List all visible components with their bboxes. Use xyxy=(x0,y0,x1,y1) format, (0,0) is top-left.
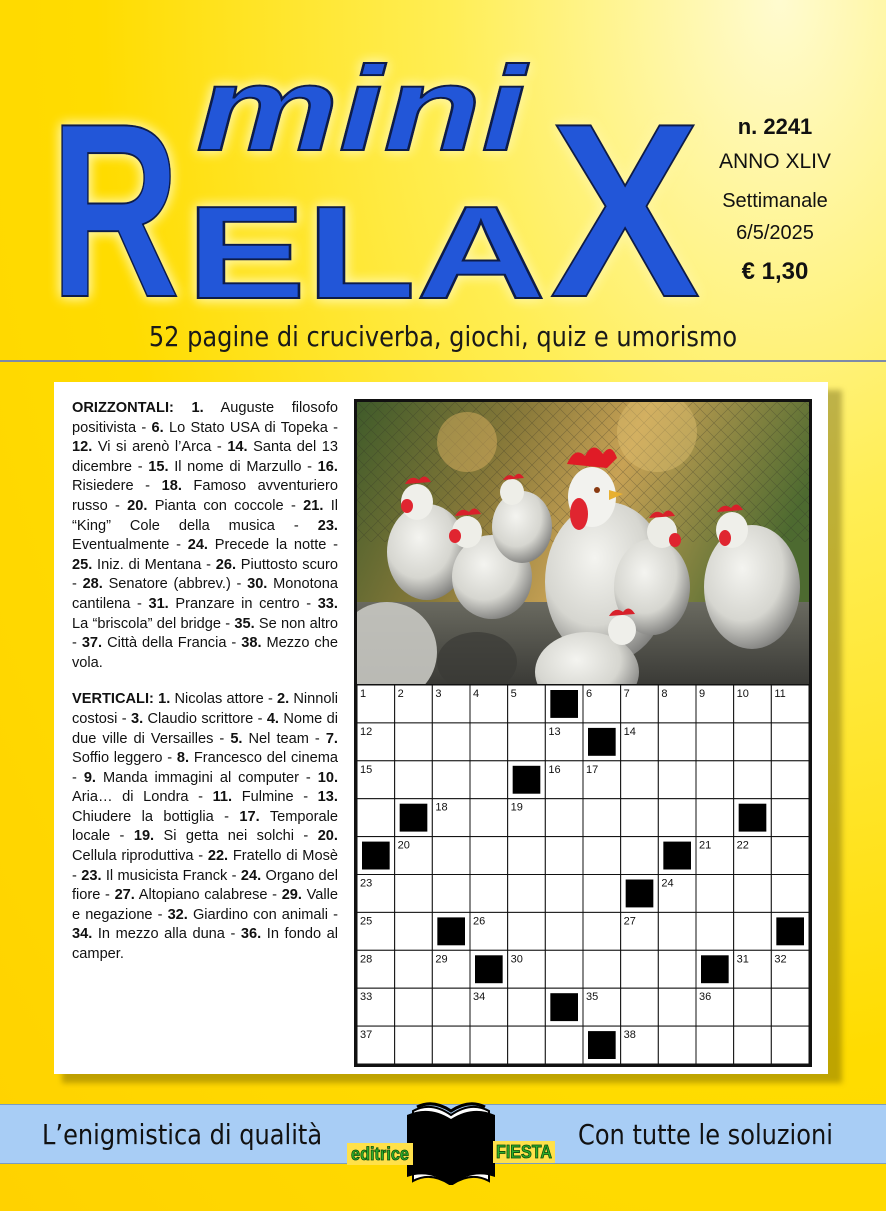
down-clue xyxy=(208,848,338,864)
cell-number: 22 xyxy=(736,839,749,852)
black-square xyxy=(550,993,578,1021)
grid-cell[interactable] xyxy=(583,875,621,913)
cell-number: 26 xyxy=(473,915,486,928)
chickens-illustration xyxy=(357,402,809,685)
grid-cell[interactable] xyxy=(432,837,470,875)
cell-number: 29 xyxy=(435,953,448,966)
tagline: 52 pagine di cruciverba, giochi, quiz e umorismo xyxy=(148,320,738,353)
grid-cell[interactable] xyxy=(734,723,772,761)
clue-number: 31. xyxy=(148,595,169,612)
black-square xyxy=(437,917,465,945)
clue-number: 20. xyxy=(317,828,338,845)
clue-text: Giardino con animali xyxy=(192,906,329,923)
across-list: 1. Auguste filosofo positivista - 6. Lo Stato USA di Topeka - 12. Vi si arenò l’Arca - 14. Santa del 13 dicembre - 15. Il nome di Marzullo - 16. Risiedere - 18. Famoso avventuriero russo - 20. Pianta con coccole - 21. Il “King” Cole della musica - 23. Eventualmente - 24. Precede la notte - 25. Iniz. di Mentana - 26. Piuttosto scuro - 28. Senatore (abbrev.) - 30. Monotona cantilena - 31. Pranzare in centro - 33. La “briscola” del bridge - 35. Se non altro - 37. Città della Francia - 38. Mezzo che vola. xyxy=(72,400,338,671)
cell-number: 6 xyxy=(586,688,593,700)
clue-number: 6. xyxy=(151,419,164,436)
clue-text: Il nome di Marzullo xyxy=(174,458,302,475)
clue-number: 25. xyxy=(72,556,93,573)
clue-text: Fratello di Mosè xyxy=(232,848,338,865)
clue-text: Ninnoli costosi xyxy=(72,691,338,727)
divider xyxy=(0,360,886,362)
clue-number: 21. xyxy=(303,497,324,514)
cell-number: 3 xyxy=(435,688,442,700)
cell-number: 19 xyxy=(510,801,523,814)
grid-cell[interactable] xyxy=(508,837,546,875)
grid-cell[interactable] xyxy=(432,988,470,1026)
clue-number: 29. xyxy=(281,887,302,904)
cell-number: 15 xyxy=(360,763,373,776)
grid-cell[interactable] xyxy=(658,761,696,799)
black-square xyxy=(626,880,654,908)
clue-number: 37. xyxy=(81,635,103,652)
clue-number: 12. xyxy=(72,439,93,456)
clue-text: Senatore (abbrev.) xyxy=(108,576,231,593)
clue-number: 24. xyxy=(187,537,208,554)
cell-number: 16 xyxy=(548,763,561,776)
grid-cell[interactable] xyxy=(621,799,659,837)
grid-cell[interactable] xyxy=(658,950,696,988)
clue-text: Soffio leggero xyxy=(72,750,163,767)
grid-cell[interactable] xyxy=(432,723,470,761)
clue-text: In mezzo alla duna xyxy=(97,926,225,943)
clue-text: Fulmine xyxy=(241,789,294,806)
clue-number: 9. xyxy=(83,769,96,786)
down-clue xyxy=(213,789,294,805)
grid-cell[interactable] xyxy=(771,1026,809,1064)
clue-text: Nome di due ville di Versailles xyxy=(72,710,338,747)
clue-text: Auguste filosofo positivista xyxy=(72,400,338,436)
grid-cell[interactable] xyxy=(658,799,696,837)
clue-number: 23. xyxy=(317,517,338,534)
clue-number: 7. xyxy=(325,730,338,747)
clue-number: 24. xyxy=(240,867,262,884)
clue-text: Città della Francia xyxy=(107,635,227,652)
grid-cell[interactable] xyxy=(583,799,621,837)
cell-number: 31 xyxy=(736,953,749,966)
clue-text: Temporale locale xyxy=(72,808,338,845)
across-clue xyxy=(188,537,327,553)
clue-number: 8. xyxy=(176,750,190,767)
grid-cell[interactable] xyxy=(696,723,734,761)
issue-frequency: Settimanale xyxy=(722,190,828,212)
clue-text: Nel team xyxy=(248,730,309,747)
footer-right-text: Con tutte le soluzioni xyxy=(578,1118,833,1151)
issue-year: ANNO XLIV xyxy=(718,150,832,173)
clue-number: 1. xyxy=(158,691,171,708)
down-clue xyxy=(134,828,294,844)
cell-number: 11 xyxy=(774,688,786,700)
grid-cell[interactable] xyxy=(545,799,583,837)
grid-cell[interactable] xyxy=(771,723,809,761)
clue-text: Famoso avventuriero russo xyxy=(72,478,338,514)
grid-cell[interactable] xyxy=(395,912,433,950)
clue-number: 32. xyxy=(167,906,188,923)
grid-cell[interactable] xyxy=(545,875,583,913)
black-square xyxy=(513,766,541,794)
clue-number: 10. xyxy=(317,769,339,786)
black-square xyxy=(663,842,691,870)
logo-letters-ela: ELA xyxy=(186,179,546,326)
grid-cell[interactable] xyxy=(621,950,659,988)
grid-cell[interactable] xyxy=(545,1026,583,1064)
clue-number: 15. xyxy=(148,458,169,475)
cell-number: 5 xyxy=(510,688,517,700)
cell-number: 9 xyxy=(699,688,706,700)
cell-number: 34 xyxy=(473,991,486,1004)
grid-cell[interactable] xyxy=(357,799,395,837)
clue-number: 11. xyxy=(212,789,233,806)
grid-cell[interactable] xyxy=(470,799,508,837)
clue-text: Risiedere xyxy=(72,478,134,495)
clue-text: Se non altro xyxy=(258,615,338,632)
clue-number: 33. xyxy=(317,595,338,612)
across-clue xyxy=(148,596,299,612)
across-clue xyxy=(216,557,338,573)
clue-text: Claudio scrittore xyxy=(147,710,254,727)
logo-letter-r: R xyxy=(50,71,180,349)
publisher-word-1: editrice xyxy=(351,1144,409,1164)
clue-text: Aria… di Londra xyxy=(72,789,189,806)
clue-text: Francesco del cinema xyxy=(193,750,338,767)
cell-number: 27 xyxy=(623,915,636,928)
clue-number: 30. xyxy=(247,576,268,593)
cell-number: 33 xyxy=(360,991,373,1004)
clue-text: Altopiano calabrese xyxy=(138,887,268,904)
grid-cell[interactable] xyxy=(432,1026,470,1064)
grid-cell[interactable] xyxy=(508,723,546,761)
grid-cell[interactable] xyxy=(658,912,696,950)
clue-text: Pianta con coccole xyxy=(154,497,284,514)
grid-cell[interactable] xyxy=(734,988,772,1026)
clue-number: 38. xyxy=(241,635,262,652)
clue-text: Valle e negazione xyxy=(72,887,339,923)
cell-number: 21 xyxy=(699,839,712,852)
grid-cell[interactable] xyxy=(508,912,546,950)
across-clue xyxy=(127,498,284,514)
publisher-word-2: FIESTA xyxy=(496,1142,552,1162)
grid-cell[interactable] xyxy=(621,761,659,799)
chickens-photo xyxy=(354,399,812,685)
across-clue xyxy=(234,616,338,632)
down-list: 1. Nicolas attore - 2. Ninnoli costosi - 3. Claudio scrittore - 4. Nome di due ville di Versailles - 5. Nel team - 7. Soffio leggero - 8. Francesco del cinema - 9. Manda immagini al computer - 10. Aria… di Londra - 11. Fulmine - 13. Chiudere la bottiglia - 17. Temporale locale - 19. Si getta nei solchi - 20. Cellula riproduttiva - 22. Fratello di Mosè - 23. Il musicista Franck - 24. Organo del fiore - 27. Altopiano calabrese - 29. Valle e negazione - 32. Giardino con animali - 34. In mezzo alla duna - 36. In fondo al camper. xyxy=(72,691,339,963)
down-clues xyxy=(72,690,338,964)
grid-cell[interactable] xyxy=(658,988,696,1026)
grid-cell[interactable] xyxy=(771,988,809,1026)
masthead xyxy=(0,0,886,360)
grid-cell[interactable] xyxy=(583,912,621,950)
across-clue xyxy=(72,557,201,573)
clue-text: Eventualmente xyxy=(72,537,170,554)
logo-letter-x: X xyxy=(550,71,700,349)
cell-number: 20 xyxy=(397,839,410,852)
black-square xyxy=(588,1031,616,1059)
grid-cell[interactable] xyxy=(395,1026,433,1064)
black-square xyxy=(550,690,578,718)
cell-number: 8 xyxy=(661,688,668,700)
black-square xyxy=(776,917,804,945)
grid-cell[interactable] xyxy=(734,761,772,799)
clue-text: Precede la notte xyxy=(214,537,327,554)
clue-number: 13. xyxy=(317,789,338,806)
grid-cell[interactable] xyxy=(508,988,546,1026)
across-clue xyxy=(148,459,301,475)
crossword-grid xyxy=(354,684,812,1067)
grid-cell[interactable] xyxy=(696,1026,734,1064)
clue-number: 16. xyxy=(317,458,338,475)
cell-number: 18 xyxy=(435,801,448,814)
clue-number: 2. xyxy=(277,691,290,708)
clue-text: Cellula riproduttiva xyxy=(72,848,194,865)
down-clue xyxy=(168,907,328,923)
puzzle-panel xyxy=(54,382,828,1074)
clue-number: 5. xyxy=(230,730,243,747)
grid-cell[interactable] xyxy=(508,875,546,913)
clue-number: 3. xyxy=(130,710,144,727)
clue-text: Organo del fiore xyxy=(72,867,339,904)
clue-text: Pranzare in centro xyxy=(175,595,300,612)
grid-cell[interactable] xyxy=(734,912,772,950)
grid-cell[interactable] xyxy=(545,950,583,988)
clue-number: 27. xyxy=(114,887,135,904)
grid-cell[interactable] xyxy=(583,950,621,988)
grid-cell[interactable] xyxy=(658,723,696,761)
cell-number: 32 xyxy=(774,953,787,966)
grid-cell[interactable] xyxy=(395,761,433,799)
grid-cell[interactable] xyxy=(545,837,583,875)
open-book-icon xyxy=(407,1104,495,1185)
clue-text: Vi si arenò l’Arca xyxy=(97,439,212,456)
grid-cell[interactable] xyxy=(470,875,508,913)
grid-cell[interactable] xyxy=(734,1026,772,1064)
clue-text: Mezzo che vola. xyxy=(72,635,338,671)
cell-number: 14 xyxy=(623,725,636,738)
clue-text: Monotona cantilena xyxy=(72,576,338,612)
grid-cell[interactable] xyxy=(583,837,621,875)
masthead-logo xyxy=(0,0,886,360)
grid-cell[interactable] xyxy=(658,1026,696,1064)
down-clue xyxy=(81,868,227,884)
black-square xyxy=(400,804,428,832)
cell-number: 30 xyxy=(510,953,523,966)
clue-number: 14. xyxy=(227,439,248,456)
clue-number: 1. xyxy=(191,400,204,416)
cell-number: 17 xyxy=(586,763,599,776)
cell-number: 25 xyxy=(360,915,373,928)
cell-number: 23 xyxy=(360,877,373,890)
grid-cell[interactable] xyxy=(621,988,659,1026)
black-square xyxy=(739,804,767,832)
down-clue xyxy=(230,731,309,747)
grid-cell[interactable] xyxy=(470,723,508,761)
clue-number: 35. xyxy=(234,615,255,632)
grid-cell[interactable] xyxy=(470,837,508,875)
cell-number: 12 xyxy=(360,725,373,738)
clue-text: Iniz. di Mentana xyxy=(97,556,202,573)
clue-number: 26. xyxy=(215,556,237,573)
cell-number: 38 xyxy=(623,1029,636,1042)
grid-cell[interactable] xyxy=(470,761,508,799)
across-clue xyxy=(83,576,231,592)
grid-cell[interactable] xyxy=(696,799,734,837)
cell-number: 36 xyxy=(699,991,712,1004)
grid-cell[interactable] xyxy=(432,875,470,913)
crossword-svg xyxy=(357,685,809,1064)
clue-number: 4. xyxy=(266,710,279,727)
across-heading: ORIZZONTALI: xyxy=(72,400,174,416)
across-clues xyxy=(72,399,338,673)
grid-cell[interactable] xyxy=(470,1026,508,1064)
cell-number: 2 xyxy=(397,688,404,700)
grid-cell[interactable] xyxy=(771,761,809,799)
clue-text: Chiudere la bottiglia xyxy=(72,808,214,825)
down-clue xyxy=(72,926,225,942)
cell-number: 10 xyxy=(736,688,749,700)
grid-cell[interactable] xyxy=(621,837,659,875)
grid-cell[interactable] xyxy=(771,837,809,875)
clue-text: Piuttosto scuro xyxy=(240,556,338,573)
grid-cell[interactable] xyxy=(432,761,470,799)
cell-number: 28 xyxy=(360,953,373,966)
cell-number: 37 xyxy=(360,1029,373,1042)
grid-cell[interactable] xyxy=(395,875,433,913)
down-clue xyxy=(84,770,299,786)
issue-number: n. 2241 xyxy=(737,114,813,139)
black-square xyxy=(701,955,729,983)
grid-cell[interactable] xyxy=(696,912,734,950)
grid-cell[interactable] xyxy=(508,1026,546,1064)
clue-number: 23. xyxy=(81,867,102,884)
grid-cell[interactable] xyxy=(395,950,433,988)
clue-number: 18. xyxy=(161,478,182,495)
clue-number: 36. xyxy=(240,926,262,943)
clues-column xyxy=(72,399,338,965)
clue-text: La “briscola” del bridge xyxy=(72,615,222,632)
cell-number: 1 xyxy=(360,688,367,700)
grid-cell[interactable] xyxy=(696,761,734,799)
cell-number: 13 xyxy=(548,725,561,738)
issue-price: € 1,30 xyxy=(741,258,809,285)
grid-cell[interactable] xyxy=(771,799,809,837)
across-clue xyxy=(152,420,328,436)
clue-text: Si getta nei solchi xyxy=(163,828,294,845)
across-clue xyxy=(72,439,211,455)
clue-number: 19. xyxy=(133,828,155,845)
black-square xyxy=(475,955,503,983)
footer-left-text: L’enigmistica di qualità xyxy=(42,1118,323,1151)
logo-mini: mini xyxy=(196,42,530,176)
grid-cell[interactable] xyxy=(395,723,433,761)
grid-cell[interactable] xyxy=(734,875,772,913)
clue-text: In fondo al camper. xyxy=(72,926,338,963)
clue-number: 22. xyxy=(207,848,229,865)
clue-number: 34. xyxy=(72,926,93,943)
cell-number: 4 xyxy=(473,688,480,700)
down-clue xyxy=(158,691,264,707)
down-clue xyxy=(177,750,338,766)
grid-cell[interactable] xyxy=(696,875,734,913)
black-square xyxy=(362,842,390,870)
cell-number: 7 xyxy=(623,688,630,700)
clue-text: Nicolas attore xyxy=(174,691,264,708)
clue-text: Santa del 13 dicembre xyxy=(72,439,338,475)
cell-number: 24 xyxy=(661,877,674,890)
clue-text: Manda immagini al computer xyxy=(102,769,299,786)
clue-text: Il musicista Franck xyxy=(105,867,228,884)
publisher-logo xyxy=(347,1097,555,1185)
black-square xyxy=(588,728,616,756)
issue-date: 6/5/2025 xyxy=(736,222,814,244)
grid-cell[interactable] xyxy=(771,875,809,913)
clue-text: Lo Stato USA di Topeka xyxy=(169,419,328,436)
down-clue xyxy=(115,887,268,903)
clue-text: Il “King” Cole della musica xyxy=(72,497,338,534)
across-clue xyxy=(82,635,227,651)
grid-cell[interactable] xyxy=(545,912,583,950)
grid-cell[interactable] xyxy=(395,988,433,1026)
clue-number: 28. xyxy=(82,576,103,593)
down-clue xyxy=(131,711,253,727)
clue-number: 20. xyxy=(127,497,148,514)
clue-number: 17. xyxy=(239,808,260,825)
down-heading: VERTICALI: xyxy=(72,691,154,708)
cell-number: 35 xyxy=(586,991,599,1004)
